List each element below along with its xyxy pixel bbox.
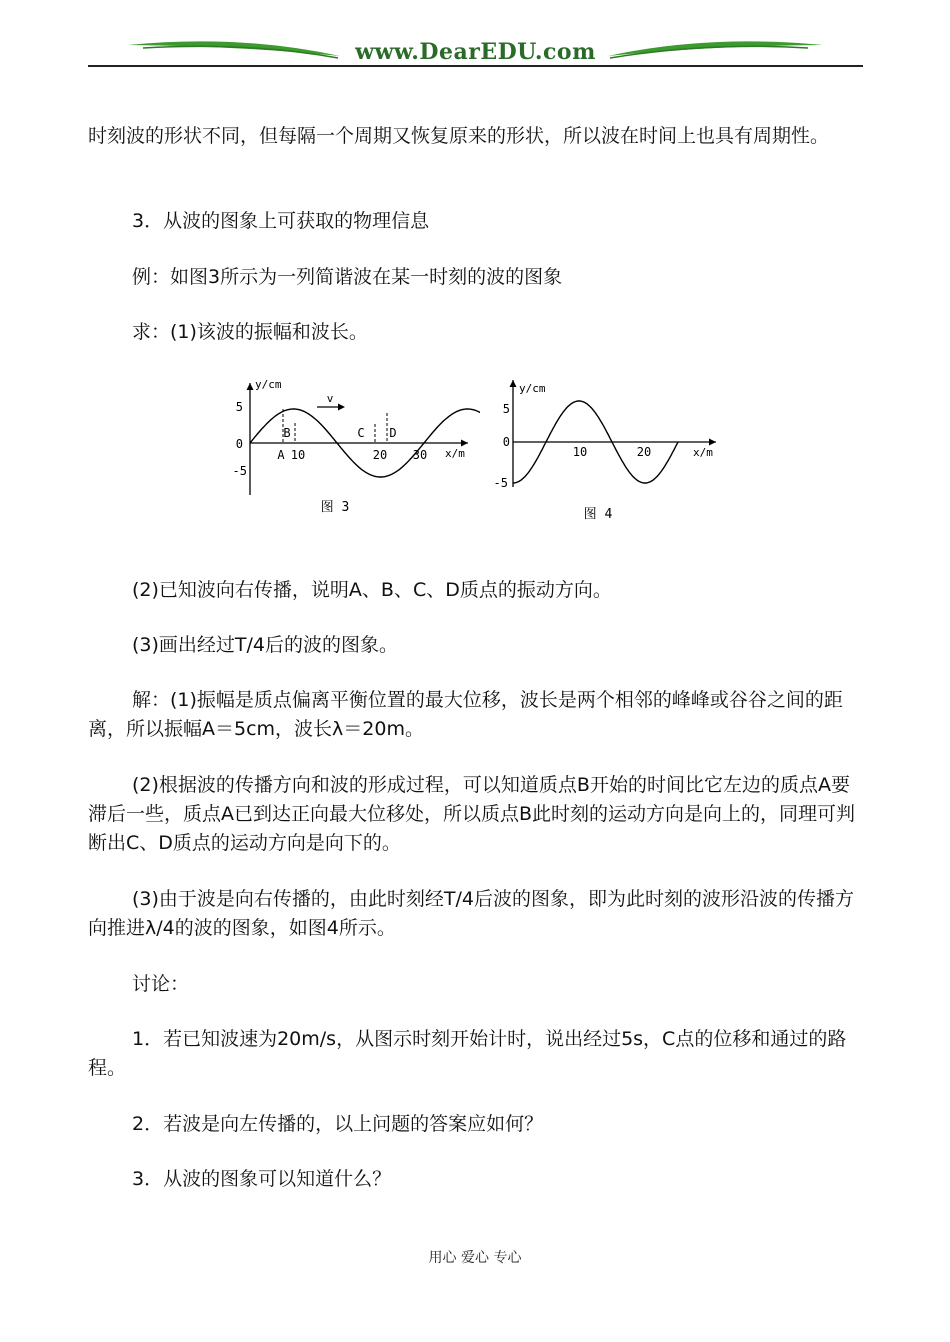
discussion-2: 2．若波是向左传播的，以上问题的答案应如何？ — [132, 1113, 544, 1135]
solution-3: (3)由于波是向右传播的，由此时刻经T/4后波的图象，即为此时刻的波形沿波的传播方向推进λ/4的波的图象，如图4所示。 — [88, 888, 855, 939]
fig3-x-arrow — [461, 440, 468, 447]
fig3-point-A: A — [277, 448, 285, 462]
site-logo[interactable]: www.DearEDU.com — [355, 39, 596, 65]
fig3-ytick-neg5: -5 — [232, 464, 247, 478]
fig3-point-B: B — [283, 426, 291, 440]
question-1: 求：(1)该波的振幅和波长。 — [132, 321, 368, 343]
fig3-xtick-20: 20 — [372, 448, 388, 462]
solution-2: (2)根据波的传播方向和波的形成过程，可以知道质点B开始的时间比它左边的质点A要滞后一些，质点A已到达正向最大位移处，所以质点B此时刻的运动方向是向上的，同理可判断出C、D质点的运动方向是向下的。 — [88, 774, 856, 854]
example-statement: 例：如图3所示为一列简谐波在某一时刻的波的图象 — [132, 266, 563, 288]
fig4-xtick-10: 10 — [572, 445, 588, 459]
fig4-x-label: x/m — [693, 446, 713, 459]
fig4-ytick-neg5: -5 — [493, 476, 508, 490]
solution-1: 解：(1)振幅是质点偏离平衡位置的最大位移，波长是两个相邻的峰峰或谷谷之间的距离，所以振幅A＝5cm，波长λ＝20m。 — [88, 689, 843, 740]
fig3-y-arrow — [247, 383, 254, 390]
fig4-x-arrow — [709, 439, 716, 446]
fig4-y-arrow — [510, 380, 517, 387]
paragraph-continuation: 时刻波的形状不同，但每隔一个周期又恢复原来的形状，所以波在时间上也具有周期性。 — [88, 125, 830, 147]
page-footer: 用心 爱心 专心 — [428, 1250, 522, 1266]
discussion-3: 3．从波的图象可以知道什么？ — [132, 1168, 392, 1190]
fig4-caption: 图 4 — [583, 507, 613, 522]
fig3-xtick-30: 30 — [412, 448, 428, 462]
fig3-ytick-0: 0 — [235, 437, 243, 451]
fig3-xtick-10: 10 — [290, 448, 306, 462]
fig3-velocity-label: v — [326, 392, 334, 405]
fig3-caption: 图 3 — [320, 500, 350, 515]
fig4-ytick-5: 5 — [502, 402, 510, 416]
question-3: (3)画出经过T/4后的波的图象。 — [132, 634, 399, 656]
fig3-x-label: x/m — [445, 447, 465, 460]
fig4-y-label: y/cm — [519, 382, 546, 395]
fig4-xtick-20: 20 — [636, 445, 652, 459]
discussion-heading: 讨论： — [132, 973, 190, 995]
page-header — [88, 36, 863, 72]
fig3-point-D: D — [389, 426, 397, 440]
fig3-y-label: y/cm — [255, 378, 282, 391]
section-heading-3: 3．从波的图象上可获取的物理信息 — [132, 210, 430, 232]
fig3-ytick-5: 5 — [235, 400, 243, 414]
header-divider — [88, 65, 863, 67]
figure-4-wave-graph — [488, 375, 728, 530]
discussion-1: 1．若已知波速为20m/s，从图示时刻开始计时，说出经过5s，C点的位移和通过的路程。 — [88, 1028, 847, 1079]
fig3-point-C: C — [357, 426, 365, 440]
fig4-ytick-0: 0 — [502, 435, 510, 449]
figure-3-wave-graph — [225, 375, 480, 525]
question-2: (2)已知波向右传播，说明A、B、C、D质点的振动方向。 — [132, 579, 612, 601]
